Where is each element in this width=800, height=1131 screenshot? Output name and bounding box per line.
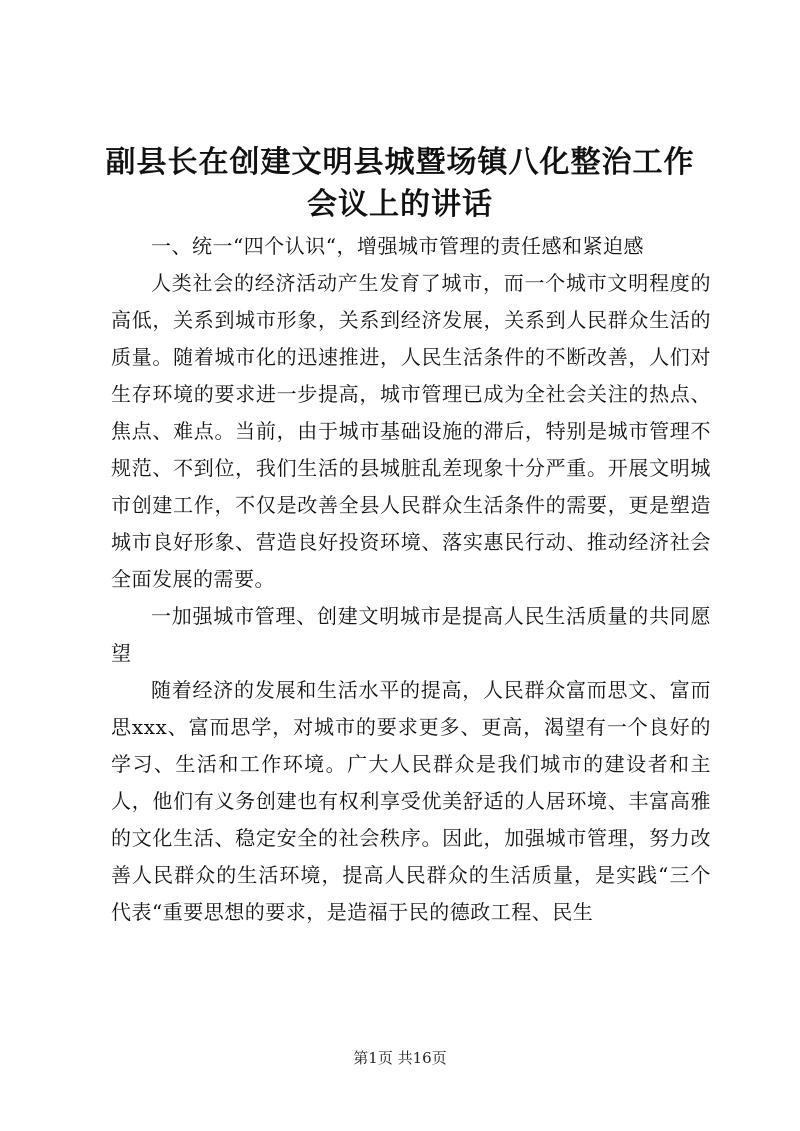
paragraph: 随着经济的发展和生活水平的提高，人民群众富而思文、富而思xxx、富而思学，对城市的要求更多、更高，渴望有一个良好的学习、生活和工作环境。广大人民群众是我们城市的建设者和主人，他们有义务创建也有权利享受优美舒适的人居环境、丰富高雅的文化生活、稳定安全的社会秩序。因此，加强城市管理，努力改善人民群众的生活环境，提高人民群众的生活质量，是实践“三个代表“重要思想的要求，是造福于民的德政工程、民生 <box>111 678 711 924</box>
page-number: 第1页 共16页 <box>353 1049 447 1067</box>
document-title: 副县长在创建文明县城暨场镇八化整治工作会议上的讲话 <box>105 145 695 222</box>
section-heading-1: 一、统一“四个认识“，增强城市管理的责任感和紧迫感 <box>151 234 644 258</box>
paragraph: 人类社会的经济活动产生发育了城市，而一个城市文明程度的高低，关系到城市形象，关系到经济发展，关系到人民群众生活的质量。随着城市化的迅速推进，人民生活条件的不断改善，人们对生存环境的要求进一步提高，城市管理已成为全社会关注的热点、焦点、难点。当前，由于城市基础设施的滞后，特别是城市管理不规范、不到位，我们生活的县城脏乱差现象十分严重。开展文明城市创建工作，不仅是改善全县人民群众生活条件的需要，更是塑造城市良好形象、营造良好投资环境、落实惠民行动、推动经济社会全面发展的需要。 <box>111 271 711 591</box>
section-heading-2: 一加强城市管理、创建文明城市是提高人民生活质量的共同愿望 <box>111 604 711 665</box>
document-body <box>111 228 711 931</box>
